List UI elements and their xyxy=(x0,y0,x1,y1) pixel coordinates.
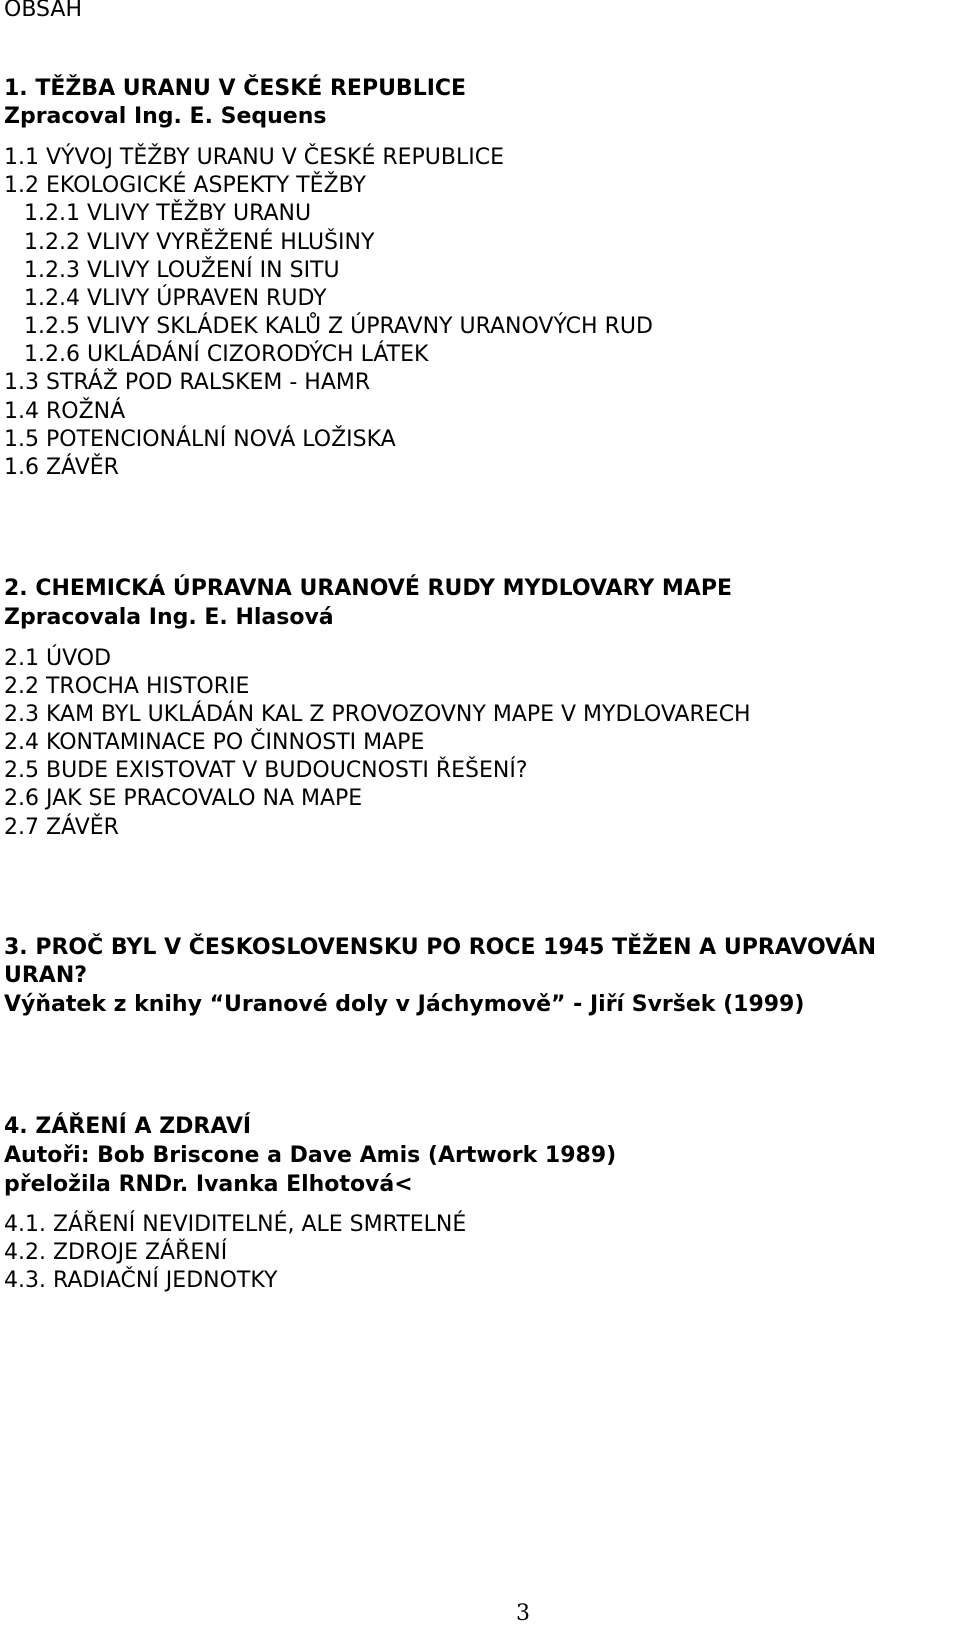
section-3-title-cont: URAN? xyxy=(4,963,88,988)
section-4-title: 4. ZÁŘENÍ A ZDRAVÍ xyxy=(4,1114,252,1139)
toc-item: 2.7 ZÁVĚR xyxy=(4,815,119,840)
toc-item: 2.4 KONTAMINACE PO ČINNOSTI MAPE xyxy=(4,730,425,755)
toc-item: 1.2.3 VLIVY LOUŽENÍ IN SITU xyxy=(24,258,340,283)
section-2-title: 2. CHEMICKÁ ÚPRAVNA URANOVÉ RUDY MYDLOVARY MAPE xyxy=(4,576,732,601)
toc-item: 2.3 KAM BYL UKLÁDÁN KAL Z PROVOZOVNY MAPE V MYDLOVARECH xyxy=(4,702,751,727)
section-3-source: Výňatek z knihy “Uranové doly v Jáchymově” - Jiří Svršek (1999) xyxy=(4,992,805,1017)
section-4-translator: přeložila RNDr. Ivanka Elhotová< xyxy=(4,1172,413,1197)
toc-item: 1.6 ZÁVĚR xyxy=(4,455,119,480)
page-number: 3 xyxy=(516,1601,530,1626)
toc-item: 2.6 JAK SE PRACOVALO NA MAPE xyxy=(4,786,363,811)
toc-item: 1.2.6 UKLÁDÁNÍ CIZORODÝCH LÁTEK xyxy=(24,342,429,367)
toc-item: 1.2.1 VLIVY TĚŽBY URANU xyxy=(24,201,312,226)
toc-item: 2.1 ÚVOD xyxy=(4,646,112,671)
section-1-author: Zpracoval Ing. E. Sequens xyxy=(4,104,327,129)
toc-item: 1.5 POTENCIONÁLNÍ NOVÁ LOŽISKA xyxy=(4,427,396,452)
section-4-authors: Autoři: Bob Briscone a Dave Amis (Artwork 1989) xyxy=(4,1143,617,1168)
toc-item: 1.4 ROŽNÁ xyxy=(4,399,126,424)
toc-item: 4.1. ZÁŘENÍ NEVIDITELNÉ, ALE SMRTELNÉ xyxy=(4,1212,467,1237)
section-3-title: 3. PROČ BYL V ČESKOSLOVENSKU PO ROCE 1945 TĚŽEN A UPRAVOVÁN xyxy=(4,935,877,960)
toc-item: 1.2.4 VLIVY ÚPRAVEN RUDY xyxy=(24,286,327,311)
toc-item: 2.5 BUDE EXISTOVAT V BUDOUCNOSTI ŘEŠENÍ? xyxy=(4,758,528,783)
toc-item: 1.3 STRÁŽ POD RALSKEM - HAMR xyxy=(4,370,371,395)
page-title: OBSAH xyxy=(4,0,82,22)
toc-item: 2.2 TROCHA HISTORIE xyxy=(4,674,250,699)
section-1-title: 1. TĚŽBA URANU V ČESKÉ REPUBLICE xyxy=(4,76,467,101)
toc-item: 1.2.5 VLIVY SKLÁDEK KALŮ Z ÚPRAVNY URANOVÝCH RUD xyxy=(24,314,653,339)
toc-item: 1.1 VÝVOJ TĚŽBY URANU V ČESKÉ REPUBLICE xyxy=(4,145,505,170)
toc-item: 4.2. ZDROJE ZÁŘENÍ xyxy=(4,1240,228,1265)
toc-item: 1.2.2 VLIVY VYRĚŽENÉ HLUŠINY xyxy=(24,230,375,255)
toc-item: 4.3. RADIAČNÍ JEDNOTKY xyxy=(4,1268,278,1293)
section-2-author: Zpracovala Ing. E. Hlasová xyxy=(4,605,334,630)
toc-item: 1.2 EKOLOGICKÉ ASPEKTY TĚŽBY xyxy=(4,173,366,198)
